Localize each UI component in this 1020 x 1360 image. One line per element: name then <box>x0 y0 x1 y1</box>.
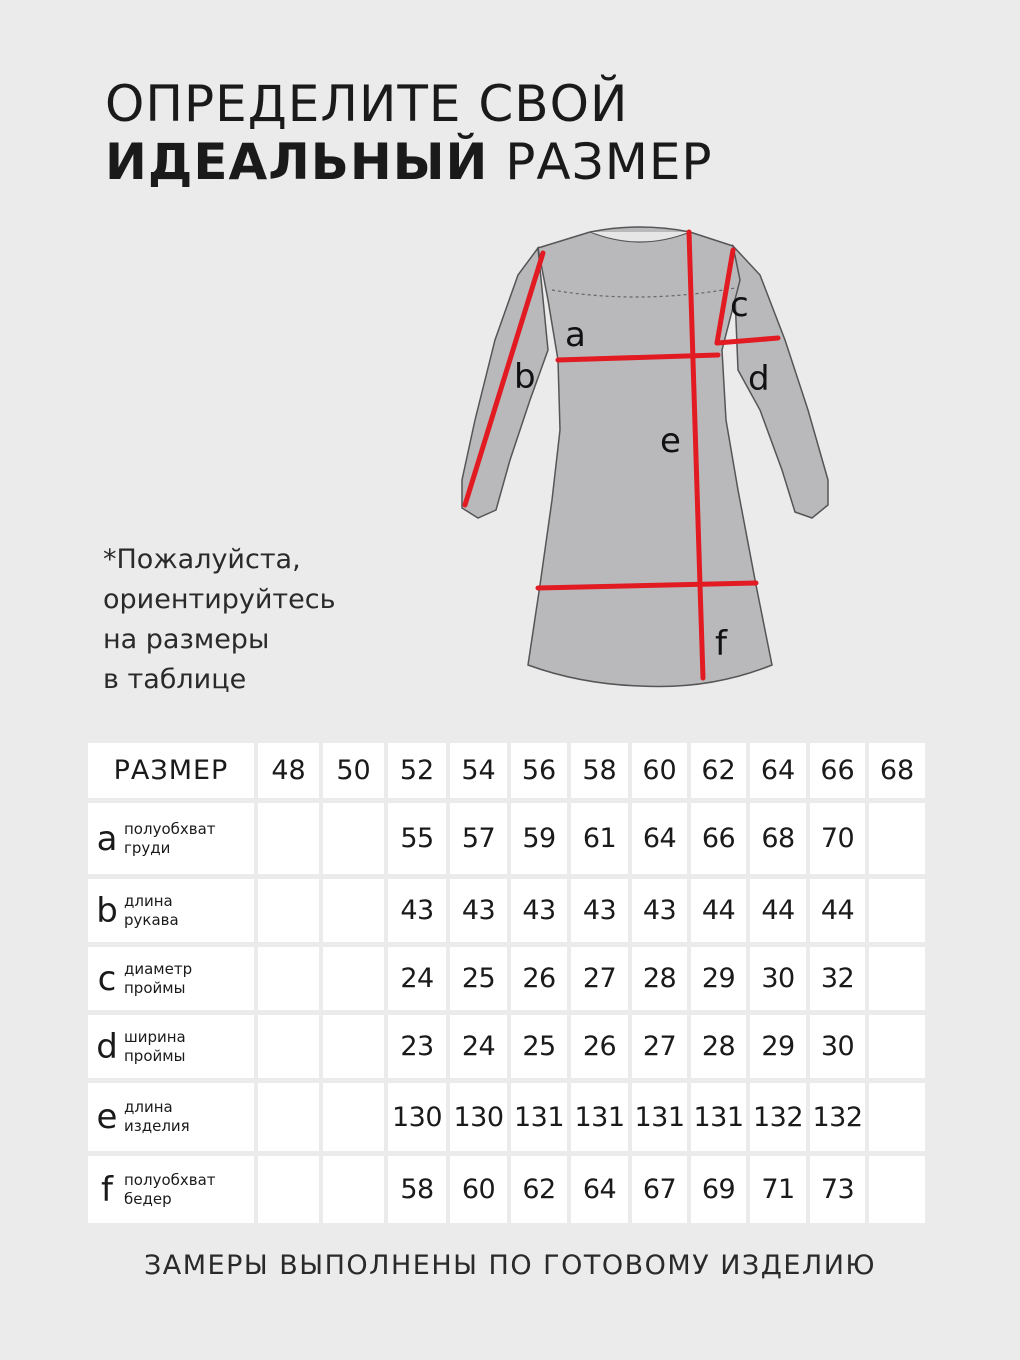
table-cell: 44 <box>691 879 746 942</box>
table-cell: 23 <box>388 1015 446 1078</box>
row-description <box>124 960 192 998</box>
table-cell: 66 <box>691 803 746 874</box>
table-row-label <box>88 1156 254 1223</box>
row-letter: b <box>96 890 118 931</box>
row-description-line: полуобхват <box>124 1170 216 1189</box>
measure-line-f <box>700 585 703 678</box>
table-cell <box>323 1083 384 1151</box>
table-cell: 71 <box>750 1156 806 1223</box>
table-cell: 132 <box>810 1083 865 1151</box>
table-header-size: 62 <box>691 743 746 798</box>
note-line: в таблице <box>103 664 247 695</box>
row-description <box>124 820 216 858</box>
table-cell <box>869 1156 925 1223</box>
table-cell: 59 <box>511 803 567 874</box>
row-description-line: груди <box>124 838 171 857</box>
table-cell <box>869 1015 925 1078</box>
note-line: ориентируйтесь <box>103 584 336 615</box>
table-cell: 60 <box>450 1156 507 1223</box>
table-header-size: 68 <box>869 743 925 798</box>
table-cell: 69 <box>691 1156 746 1223</box>
table-cell: 57 <box>450 803 507 874</box>
table-header-size: 64 <box>750 743 806 798</box>
row-description-line: проймы <box>124 1046 186 1065</box>
table-header-size: 56 <box>511 743 567 798</box>
table-cell: 30 <box>750 947 806 1010</box>
title-bold-word: ИДЕАЛЬНЫЙ <box>105 133 489 191</box>
table-cell: 43 <box>571 879 628 942</box>
table-cell: 24 <box>450 1015 507 1078</box>
table-header-size: 54 <box>450 743 507 798</box>
table-cell: 24 <box>388 947 446 1010</box>
table-cell: 43 <box>388 879 446 942</box>
table-cell <box>323 879 384 942</box>
table-header-size: 66 <box>810 743 865 798</box>
table-cell: 27 <box>571 947 628 1010</box>
table-cell <box>323 1015 384 1078</box>
table-cell <box>258 879 319 942</box>
footer-note: ЗАМЕРЫ ВЫПОЛНЕНЫ ПО ГОТОВОМУ ИЗДЕЛИЮ <box>143 1250 877 1281</box>
table-cell: 44 <box>750 879 806 942</box>
size-note <box>103 540 336 700</box>
row-description-line: ширина <box>124 1027 186 1046</box>
table-cell: 58 <box>388 1156 446 1223</box>
row-description-line: проймы <box>124 978 186 997</box>
row-description-line: рукава <box>124 910 179 929</box>
table-cell: 25 <box>511 1015 567 1078</box>
table-cell: 44 <box>810 879 865 942</box>
size-table <box>88 743 925 1223</box>
row-description <box>124 892 179 930</box>
table-cell <box>258 803 319 874</box>
row-description-line: изделия <box>124 1117 190 1135</box>
table-cell: 28 <box>691 1015 746 1078</box>
table-cell: 26 <box>511 947 567 1010</box>
table-header-size: 48 <box>258 743 319 798</box>
table-cell: 29 <box>750 1015 806 1078</box>
table-cell <box>323 1156 384 1223</box>
label-a: a <box>565 315 586 355</box>
table-cell: 131 <box>691 1083 746 1151</box>
table-cell: 64 <box>571 1156 628 1223</box>
table-cell <box>869 1083 925 1151</box>
row-description-line: бедер <box>124 1189 172 1208</box>
table-cell: 70 <box>810 803 865 874</box>
table-cell <box>323 947 384 1010</box>
title-rest-word: РАЗМЕР <box>505 133 713 191</box>
row-description <box>124 1098 190 1136</box>
row-description-line: диаметр <box>124 959 193 978</box>
table-cell: 61 <box>571 803 628 874</box>
table-cell: 43 <box>450 879 507 942</box>
row-letter: c <box>97 958 117 999</box>
note-line: на размеры <box>103 624 270 655</box>
row-description-line: длина <box>124 1098 173 1116</box>
row-letter: d <box>96 1026 118 1067</box>
table-row-label <box>88 947 254 1010</box>
label-e: e <box>660 421 681 461</box>
table-cell: 132 <box>750 1083 806 1151</box>
table-row-label <box>88 803 254 874</box>
table-cell: 29 <box>691 947 746 1010</box>
note-line: *Пожалуйста, <box>103 544 301 575</box>
table-cell: 130 <box>388 1083 446 1151</box>
table-cell <box>323 803 384 874</box>
table-cell <box>869 879 925 942</box>
table-row-label <box>88 1015 254 1078</box>
label-c: c <box>730 285 749 325</box>
table-cell: 27 <box>632 1015 687 1078</box>
table-row-label <box>88 879 254 942</box>
table-cell: 30 <box>810 1015 865 1078</box>
row-description-line: длина <box>124 891 173 910</box>
table-cell: 26 <box>571 1015 628 1078</box>
label-d: d <box>748 359 770 399</box>
table-header-size: 60 <box>632 743 687 798</box>
table-cell: 32 <box>810 947 865 1010</box>
table-cell: 25 <box>450 947 507 1010</box>
table-cell <box>869 803 925 874</box>
table-header-size-label: РАЗМЕР <box>88 743 254 798</box>
table-cell: 43 <box>511 879 567 942</box>
row-description <box>124 1028 186 1066</box>
table-cell: 131 <box>511 1083 567 1151</box>
table-cell: 73 <box>810 1156 865 1223</box>
row-description <box>124 1171 216 1209</box>
table-cell <box>258 1156 319 1223</box>
table-cell <box>258 947 319 1010</box>
table-header-size: 52 <box>388 743 446 798</box>
row-letter: a <box>96 818 118 859</box>
table-cell <box>869 947 925 1010</box>
label-b: b <box>514 357 536 397</box>
table-cell: 28 <box>632 947 687 1010</box>
label-f: f <box>715 624 727 664</box>
row-letter: e <box>96 1097 118 1137</box>
page-title-line-1: ОПРЕДЕЛИТЕ СВОЙ <box>105 75 629 133</box>
table-cell: 131 <box>632 1083 687 1151</box>
table-cell: 62 <box>511 1156 567 1223</box>
table-cell: 67 <box>632 1156 687 1223</box>
table-cell: 131 <box>571 1083 628 1151</box>
table-cell: 64 <box>632 803 687 874</box>
table-cell: 43 <box>632 879 687 942</box>
row-description-line: полуобхват <box>124 819 216 838</box>
table-header-size: 50 <box>323 743 384 798</box>
table-row-label <box>88 1083 254 1151</box>
table-cell <box>258 1083 319 1151</box>
row-letter: f <box>101 1169 113 1210</box>
table-cell: 68 <box>750 803 806 874</box>
table-cell: 130 <box>450 1083 507 1151</box>
table-cell: 55 <box>388 803 446 874</box>
table-cell <box>258 1015 319 1078</box>
table-header-size: 58 <box>571 743 628 798</box>
